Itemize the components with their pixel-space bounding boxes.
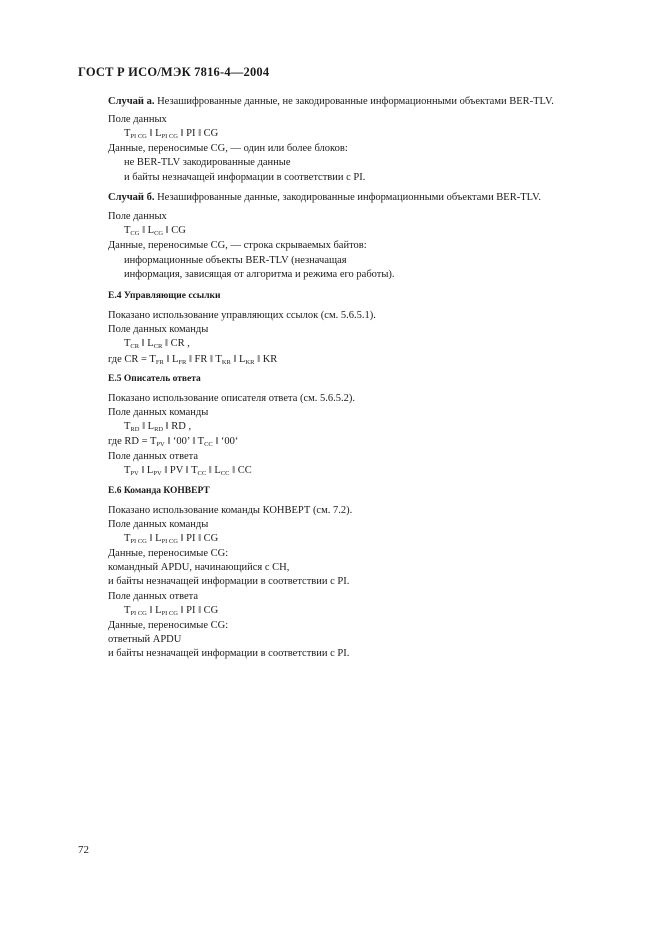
e5-response-label: Поле данных ответа — [108, 451, 199, 462]
case-a-item-1: не BER-TLV закодированные данные — [124, 157, 291, 168]
section-e4-heading: Е.4 Управляющие ссылки — [108, 291, 221, 301]
e6-response-label: Поле данных ответа — [108, 591, 199, 602]
e4-where: где CR = $T_{FR}$ ǁ $L_{FR}$ ǁ FR ǁ $T_{KR}$ ǁ $L_{KR}$ ǁ KR — [108, 354, 278, 366]
case-a-carried: Данные, переносимые CG, — один или более блоков: — [108, 143, 348, 154]
e5-field-label: Поле данных команды — [108, 407, 209, 418]
case-a-item-2: и байты незначащей информации в соответствии с PI. — [124, 172, 366, 183]
case-b-text: Незашифрованные данные, закодированные информационными объектами BER-TLV. — [154, 192, 541, 203]
e5-where: где RD = $T_{PV}$ ǁ ‘00’ ǁ $T_{CC}$ ǁ ‘00‘ — [108, 436, 239, 448]
e6-response-formula: $T_{PI CG}$ ǁ $L_{PI CG}$ ǁ PI ǁ CG — [124, 605, 219, 617]
e5-response-formula: $T_{PV}$ ǁ $L_{PV}$ ǁ PV ǁ $T_{CC}$ ǁ $L_{CC}$ ǁ CC — [124, 465, 252, 477]
e6-field-label: Поле данных команды — [108, 519, 209, 530]
section-e6-heading: Е.6 Команда КОНВЕРТ — [108, 486, 210, 496]
case-a-paragraph — [108, 95, 554, 108]
case-b-paragraph — [108, 191, 541, 204]
case-b-formula: $T_{CG}$ ǁ $L_{CG}$ ǁ CG — [124, 225, 186, 237]
case-b-field-label: Поле данных — [108, 211, 167, 222]
e6-line-1: командный APDU, начинающийся с CH, — [108, 562, 290, 573]
case-a-field-label: Поле данных — [108, 114, 167, 125]
e4-intro: Показано использование управляющих ссылок (см. 5.6.5.1). — [108, 310, 376, 321]
section-e5-heading: Е.5 Описатель ответа — [108, 374, 201, 384]
page-number: 72 — [78, 844, 89, 856]
case-a-label: Случай а. — [108, 96, 155, 107]
e6-line-3: ответный APDU — [108, 634, 182, 645]
case-b-label: Случай б. — [108, 192, 155, 203]
e6-carried: Данные, переносимые CG: — [108, 548, 229, 559]
e4-formula: $T_{CR}$ ǁ $L_{CR}$ ǁ CR , — [124, 338, 190, 350]
case-b-item-1: информационные объекты BER-TLV (незначащая — [124, 255, 347, 266]
e5-intro: Показано использование описателя ответа (см. 5.6.5.2). — [108, 393, 356, 404]
case-a-text: Незашифрованные данные, не закодированные информационными объектами BER-TLV. — [154, 96, 554, 107]
e6-formula: $T_{PI CG}$ ǁ $L_{PI CG}$ ǁ PI ǁ CG — [124, 533, 219, 545]
case-b-item-2: информация, зависящая от алгоритма и режима его работы). — [124, 269, 395, 280]
e6-line-2: и байты незначащей информации в соответствии с PI. — [108, 576, 350, 587]
e4-field-label: Поле данных команды — [108, 324, 209, 335]
e5-formula: $T_{RD}$ ǁ $L_{RD}$ ǁ RD , — [124, 421, 192, 433]
case-b-carried: Данные, переносимые CG, — строка скрываемых байтов: — [108, 240, 367, 251]
e6-line-4: и байты незначащей информации в соответствии с PI. — [108, 648, 350, 659]
e6-carried-2: Данные, переносимые CG: — [108, 620, 229, 631]
case-a-formula: $T_{PI CG}$ ǁ $L_{PI CG}$ ǁ PI ǁ CG — [124, 128, 219, 140]
document-header: ГОСТ Р ИСО/МЭК 7816-4—2004 — [78, 65, 270, 79]
e6-intro: Показано использование команды КОНВЕРТ (см. 7.2). — [108, 505, 353, 516]
